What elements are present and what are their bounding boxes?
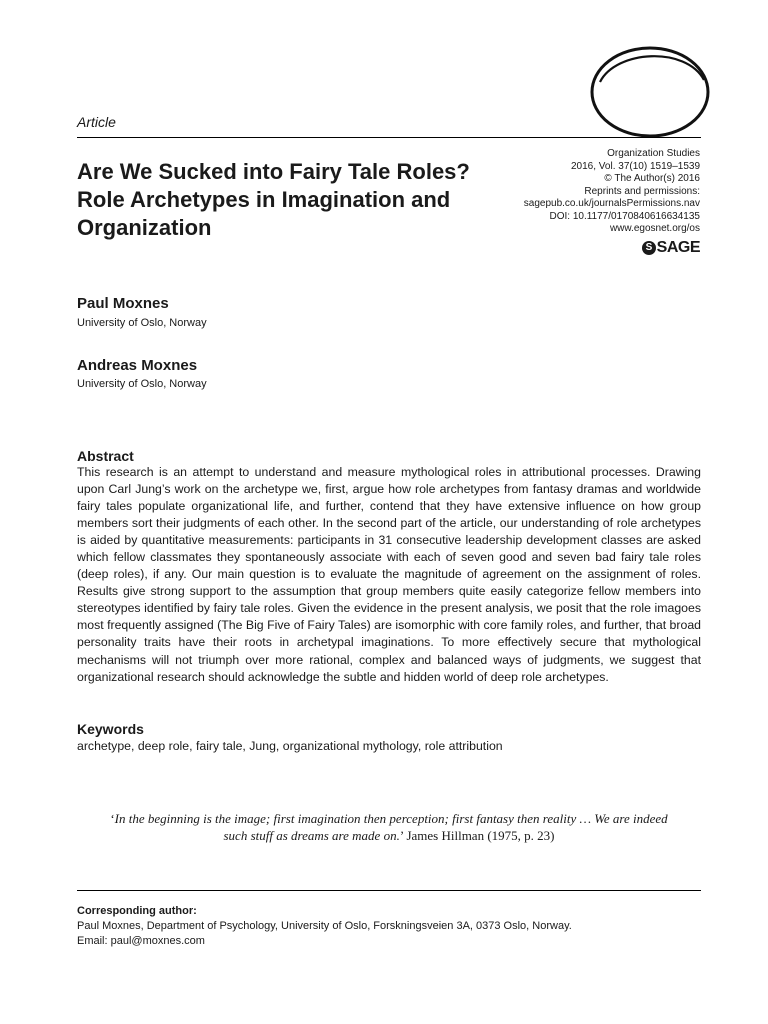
sage-logo-text: SAGE bbox=[656, 239, 700, 256]
author-affiliation-2: University of Oslo, Norway bbox=[77, 378, 207, 390]
copyright: © The Author(s) 2016 bbox=[604, 173, 700, 184]
sage-s-icon: S bbox=[642, 241, 656, 255]
article-type-label: Article bbox=[77, 114, 116, 130]
epigraph-open-quote: ‘ bbox=[110, 811, 115, 826]
epigraph bbox=[104, 810, 674, 844]
author-affiliation-1: University of Oslo, Norway bbox=[77, 317, 207, 329]
corresponding-address: Paul Moxnes, Department of Psychology, University of Oslo, Forskningsveien 3A, 0373 Oslo, Norway. bbox=[77, 920, 572, 932]
doi[interactable]: DOI: 10.1177/0170840616634135 bbox=[549, 210, 700, 222]
reprints-label: Reprints and permissions: bbox=[584, 185, 700, 197]
corresponding-email[interactable]: Email: paul@moxnes.com bbox=[77, 935, 205, 947]
journal-website-link[interactable]: www.egosnet.org/os bbox=[609, 223, 700, 234]
epigraph-close-quote: ’ bbox=[399, 828, 404, 843]
footer-divider bbox=[77, 890, 701, 891]
epigraph-quote: In the beginning is the image; first imagination then perception; first fantasy then reality … We are indeed such stuff as dreams are made on. bbox=[114, 811, 668, 843]
journal-metadata bbox=[524, 148, 700, 236]
permissions-link[interactable]: sagepub.co.uk/journalsPermissions.nav bbox=[523, 198, 700, 209]
author-name-2: Andreas Moxnes bbox=[77, 357, 198, 374]
keywords-heading: Keywords bbox=[77, 721, 144, 737]
epigraph-attribution: James Hillman (1975, p. 23) bbox=[403, 828, 555, 843]
volume-info: 2016, Vol. 37(10) 1519–1539 bbox=[571, 160, 700, 172]
header-divider bbox=[77, 137, 701, 138]
journal-logo-circle-icon bbox=[586, 42, 714, 140]
abstract-text: This research is an attempt to understand and measure mythological roles in attributional processes. Drawing upon Carl Jung’s work on the archetype we, first, argue how role archetypes from fantasy dramas and worldwide fairy tales populate organizational life, and further, contend that they have extensive influence on how group members sort their judgments of each other. In the second part of the article, our understanding of role archetypes is aided by quantitative measurements: participants in 31 consecutive leadership development classes are asked which fellow classmates they spontaneously associate with each of seven good and seven bad fairy tale roles (deep roles), if any. Our main question is to evaluate the magnitude of agreement on the assignment of roles. Results give strong support to the assumption that group members quite easily categorize fellow members into stereotypes identified by fairy tale roles. Given the evidence in the present analysis, we posit that the role imagoes most frequently assigned (The Big Five of Fairy Tales) are isomorphic with core family roles, and further, that broad personality traits have their roots in archetypal imaginations. To more effectively secure that mythological mechanisms will not triumph over more rational, complex and balanced ways of judgments, we suggest that organizational research should acknowledge the subtle and hidden world of deep role archetypes. bbox=[77, 465, 701, 684]
journal-name: Organization Studies bbox=[607, 148, 700, 159]
abstract-heading: Abstract bbox=[77, 448, 134, 464]
keywords-text: archetype, deep role, fairy tale, Jung, organizational mythology, role attribution bbox=[77, 739, 503, 753]
author-name-1: Paul Moxnes bbox=[77, 295, 169, 312]
corresponding-author-heading: Corresponding author: bbox=[77, 905, 197, 917]
sage-logo bbox=[642, 239, 700, 257]
article-title: Are We Sucked into Fairy Tale Roles? Role Archetypes in Imagination and Organization bbox=[77, 159, 470, 240]
